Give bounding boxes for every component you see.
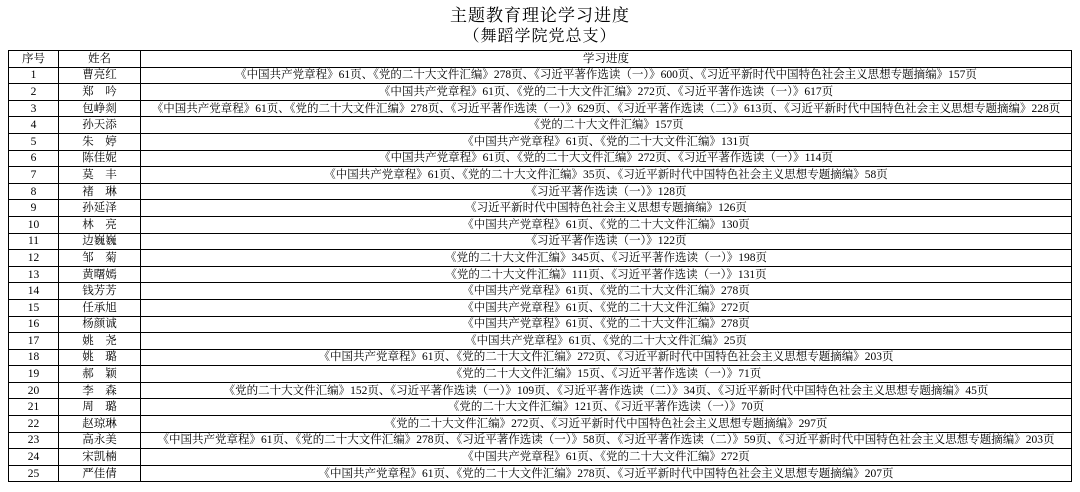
- cell-index: 12: [9, 250, 59, 267]
- cell-index: 5: [9, 133, 59, 150]
- cell-progress: 《习近平著作选读（一）》128页: [141, 183, 1072, 200]
- cell-name: 陈佳妮: [59, 150, 141, 167]
- header-name: 姓名: [59, 51, 141, 68]
- cell-index: 18: [9, 349, 59, 366]
- table-row: [9, 233, 1072, 250]
- cell-name: 赵琼琳: [59, 416, 141, 433]
- cell-index: 17: [9, 333, 59, 350]
- cell-progress: 《中国共产党章程》61页、《党的二十大文件汇编》278页: [141, 316, 1072, 333]
- cell-index: 24: [9, 449, 59, 466]
- table-row: [9, 67, 1072, 84]
- cell-name: 严佳倩: [59, 465, 141, 482]
- cell-progress: 《中国共产党章程》61页、《党的二十大文件汇编》130页: [141, 216, 1072, 233]
- cell-name: 杨颜诚: [59, 316, 141, 333]
- cell-progress: 《习近平著作选读（一）》122页: [141, 233, 1072, 250]
- table-row: [9, 283, 1072, 300]
- cell-name: 姚 璐: [59, 349, 141, 366]
- cell-name: 郝 颖: [59, 366, 141, 383]
- cell-progress: 《中国共产党章程》61页、《党的二十大文件汇编》278页、《习近平著作选读（一）》600页、《习近平新时代中国特色社会主义思想专题摘编》157页: [141, 67, 1072, 84]
- table-row: [9, 382, 1072, 399]
- cell-progress: 《中国共产党章程》61页、《党的二十大文件汇编》272页: [141, 449, 1072, 466]
- cell-progress: 《党的二十大文件汇编》345页、《习近平著作选读（一）》198页: [141, 250, 1072, 267]
- table-row: [9, 100, 1072, 117]
- cell-name: 宋凯楠: [59, 449, 141, 466]
- cell-name: 邹 菊: [59, 250, 141, 267]
- cell-index: 13: [9, 266, 59, 283]
- cell-name: 孙天添: [59, 117, 141, 134]
- cell-name: 包峥剡: [59, 100, 141, 117]
- cell-progress: 《中国共产党章程》61页、《党的二十大文件汇编》278页、《习近平著作选读（一）》629页、《习近平著作选读（二）》613页、《习近平新时代中国特色社会主义思想专题摘编》228页: [141, 100, 1072, 117]
- table-row: [9, 432, 1072, 449]
- table-row: [9, 299, 1072, 316]
- cell-progress: 《党的二十大文件汇编》272页、《习近平新时代中国特色社会主义思想专题摘编》297页: [141, 416, 1072, 433]
- cell-progress: 《习近平新时代中国特色社会主义思想专题摘编》126页: [141, 200, 1072, 217]
- cell-name: 钱芳芳: [59, 283, 141, 300]
- cell-index: 21: [9, 399, 59, 416]
- table-row: [9, 366, 1072, 383]
- cell-name: 褚 琳: [59, 183, 141, 200]
- cell-index: 10: [9, 216, 59, 233]
- table-row: [9, 349, 1072, 366]
- cell-progress: 《党的二十大文件汇编》157页: [141, 117, 1072, 134]
- cell-name: 孙延泽: [59, 200, 141, 217]
- cell-index: 2: [9, 84, 59, 101]
- cell-name: 高永美: [59, 432, 141, 449]
- cell-name: 任承旭: [59, 299, 141, 316]
- cell-name: 黄曙嫣: [59, 266, 141, 283]
- table-row: [9, 449, 1072, 466]
- cell-name: 莫 丰: [59, 167, 141, 184]
- cell-progress: 《中国共产党章程》61页、《党的二十大文件汇编》25页: [141, 333, 1072, 350]
- cell-index: 25: [9, 465, 59, 482]
- cell-name: 边巍巍: [59, 233, 141, 250]
- cell-index: 15: [9, 299, 59, 316]
- progress-table: [8, 50, 1072, 482]
- cell-index: 8: [9, 183, 59, 200]
- table-row: [9, 183, 1072, 200]
- cell-progress: 《中国共产党章程》61页、《党的二十大文件汇编》278页: [141, 283, 1072, 300]
- table-row: [9, 416, 1072, 433]
- title-block: [0, 0, 1080, 47]
- cell-name: 郑 吟: [59, 84, 141, 101]
- cell-index: 19: [9, 366, 59, 383]
- cell-progress: 《党的二十大文件汇编》15页、《习近平著作选读（一）》71页: [141, 366, 1072, 383]
- cell-index: 3: [9, 100, 59, 117]
- cell-progress: 《党的二十大文件汇编》152页、《习近平著作选读（一）》109页、《习近平著作选读（二）》34页、《习近平新时代中国特色社会主义思想专题摘编》45页: [141, 382, 1072, 399]
- table-row: [9, 399, 1072, 416]
- cell-progress: 《中国共产党章程》61页、《党的二十大文件汇编》278页、《习近平著作选读（一）》58页、《习近平著作选读（二）》59页、《习近平新时代中国特色社会主义思想专题摘编》203页: [141, 432, 1072, 449]
- cell-index: 7: [9, 167, 59, 184]
- cell-name: 朱 婷: [59, 133, 141, 150]
- table-row: [9, 117, 1072, 134]
- table-row: [9, 250, 1072, 267]
- cell-progress: 《中国共产党章程》61页、《党的二十大文件汇编》272页、《习近平著作选读（一）》114页: [141, 150, 1072, 167]
- table-header-row: [9, 51, 1072, 68]
- cell-index: 22: [9, 416, 59, 433]
- cell-index: 4: [9, 117, 59, 134]
- table-row: [9, 465, 1072, 482]
- table-row: [9, 200, 1072, 217]
- cell-progress: 《中国共产党章程》61页、《党的二十大文件汇编》272页: [141, 299, 1072, 316]
- cell-progress: 《中国共产党章程》61页、《党的二十大文件汇编》278页、《习近平新时代中国特色社会主义思想专题摘编》207页: [141, 465, 1072, 482]
- cell-index: 1: [9, 67, 59, 84]
- table-row: [9, 133, 1072, 150]
- table-row: [9, 316, 1072, 333]
- table-row: [9, 84, 1072, 101]
- cell-progress: 《中国共产党章程》61页、《党的二十大文件汇编》272页、《习近平新时代中国特色社会主义思想专题摘编》203页: [141, 349, 1072, 366]
- table-row: [9, 333, 1072, 350]
- cell-progress: 《中国共产党章程》61页、《党的二十大文件汇编》272页、《习近平著作选读（一）》617页: [141, 84, 1072, 101]
- cell-progress: 《中国共产党章程》61页、《党的二十大文件汇编》131页: [141, 133, 1072, 150]
- cell-name: 林 亮: [59, 216, 141, 233]
- table-row: [9, 167, 1072, 184]
- cell-name: 姚 尧: [59, 333, 141, 350]
- cell-index: 16: [9, 316, 59, 333]
- header-index: 序号: [9, 51, 59, 68]
- table-body: [9, 67, 1072, 482]
- cell-name: 李 森: [59, 382, 141, 399]
- page-subtitle: （舞蹈学院党总支）: [463, 28, 617, 45]
- cell-index: 6: [9, 150, 59, 167]
- cell-progress: 《中国共产党章程》61页、《党的二十大文件汇编》35页、《习近平新时代中国特色社会主义思想专题摘编》58页: [141, 167, 1072, 184]
- cell-index: 14: [9, 283, 59, 300]
- cell-index: 20: [9, 382, 59, 399]
- cell-progress: 《党的二十大文件汇编》111页、《习近平著作选读（一）》131页: [141, 266, 1072, 283]
- table-row: [9, 266, 1072, 283]
- cell-progress: 《党的二十大文件汇编》121页、《习近平著作选读（一）》70页: [141, 399, 1072, 416]
- header-progress: 学习进度: [141, 51, 1072, 68]
- cell-index: 11: [9, 233, 59, 250]
- cell-name: 周 璐: [59, 399, 141, 416]
- cell-index: 23: [9, 432, 59, 449]
- table-row: [9, 216, 1072, 233]
- page-title: 主题教育理论学习进度: [450, 6, 630, 25]
- cell-index: 9: [9, 200, 59, 217]
- table-row: [9, 150, 1072, 167]
- cell-name: 曹亮红: [59, 67, 141, 84]
